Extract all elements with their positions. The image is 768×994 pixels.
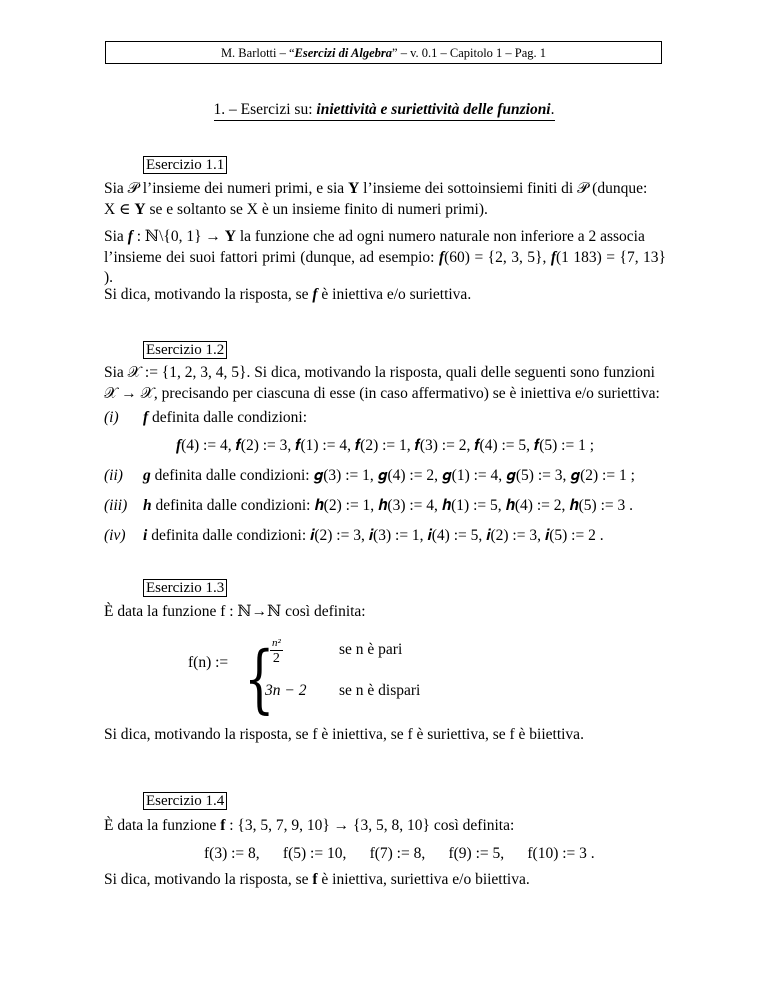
exercise-1-4-label: Esercizio 1.4: [143, 792, 227, 810]
item-ii-text: g definita dalle condizioni: 𝒈(3) := 1, 𝒈(4) := 2, 𝒈(1) := 4, 𝒈(5) := 3, 𝒈(2) := 1 ;: [143, 467, 635, 484]
case-1-expression: $\frac{\text{n²}}{2}$: [272, 637, 281, 666]
item-iii-label: (iii): [104, 497, 128, 514]
exercise-1-1-question: Si dica, motivando la risposta, se f è iniettiva e/o suriettiva.: [104, 286, 472, 303]
header-book-title: Esercizi di Algebra: [294, 46, 393, 60]
chapter-topic: iniettività e suriettività delle funzioni: [316, 101, 551, 118]
exercise-1-3-question: Si dica, motivando la risposta, se f è iniettiva, se f è suriettiva, se f è biiettiva.: [104, 726, 584, 743]
exercise-1-3-label: Esercizio 1.3: [143, 579, 227, 597]
item-i-conditions: f(4) := 4, 𝒇(2) := 3, 𝒇(1) := 4, 𝒇(2) := 1, 𝒇(3) := 2, 𝒇(4) := 5, 𝒇(5) := 1 ;: [175, 437, 595, 454]
item-iv-label: (iv): [104, 527, 126, 544]
chapter-number: 1. – Esercizi su:: [213, 101, 317, 118]
item-i-label: (i): [104, 409, 119, 426]
header-prefix: M. Barlotti – “: [220, 46, 295, 60]
case-1-condition: se n è pari: [339, 641, 403, 658]
chapter-title: [0, 101, 768, 119]
exercise-1-1-paragraph-1: Sia 𝒫 l’insieme dei numeri primi, e sia Y l’insieme dei sottoinsiemi finiti di 𝒫 (dunque: X ∈ Y se e soltanto se X è un insieme finito di numeri primi).: [104, 180, 648, 218]
chapter-end: .: [550, 101, 555, 118]
exercise-1-2-paragraph: Sia 𝒳 := {1, 2, 3, 4, 5}. Si dica, motivando la risposta, quali delle seguenti sono funzioni 𝒳 → 𝒳, precisando per ciascuna di esse (in caso affermativo) se è iniettiva e/o suriettiva:: [104, 364, 660, 402]
exercise-1-4-question: Si dica, motivando la risposta, se f è iniettiva, suriettiva e/o biiettiva.: [104, 871, 530, 888]
exercise-1-3-paragraph: È data la funzione f : ℕ→ℕ così definita:: [104, 603, 366, 620]
item-ii-label: (ii): [104, 467, 123, 484]
left-brace: {: [244, 635, 275, 723]
item-iii-text: h definita dalle condizioni: 𝒉(2) := 1, 𝒉(3) := 4, 𝒉(1) := 5, 𝒉(4) := 2, 𝒉(5) := 3 .: [143, 497, 633, 514]
case-2-expression: 3n − 2: [265, 682, 307, 699]
item-i-text: f definita dalle condizioni:: [143, 409, 307, 426]
exercise-1-1-paragraph-2: Sia f : ℕ\{0, 1} → Y la funzione che ad ogni numero naturale non inferiore a 2 associa l’insieme dei suoi fattori primi (dunque, ad esempio: f(60) = {2, 3, 5}, f(1 183) = {7, 13} ).: [104, 228, 666, 286]
item-iv-text: i definita dalle condizioni: 𝒊(2) := 3, 𝒊(3) := 1, 𝒊(4) := 5, 𝒊(2) := 3, 𝒊(5) := 2 .: [143, 527, 604, 544]
page-header: [105, 41, 662, 64]
exercise-1-1-label: Esercizio 1.1: [143, 156, 227, 174]
exercise-1-4-definitions: f(3) := 8, f(5) := 10, f(7) := 8, f(9) := 5, f(10) := 3 .: [204, 845, 595, 862]
function-lhs: f(n) :=: [188, 654, 229, 671]
exercise-1-2-label: Esercizio 1.2: [143, 341, 227, 359]
case-2-condition: se n è dispari: [339, 682, 421, 699]
exercise-1-4-paragraph: È data la funzione f : {3, 5, 7, 9, 10} → {3, 5, 8, 10} così definita:: [104, 817, 515, 834]
header-suffix: ” – v. 0.1 – Capitolo 1 – Pag. 1: [392, 46, 547, 60]
